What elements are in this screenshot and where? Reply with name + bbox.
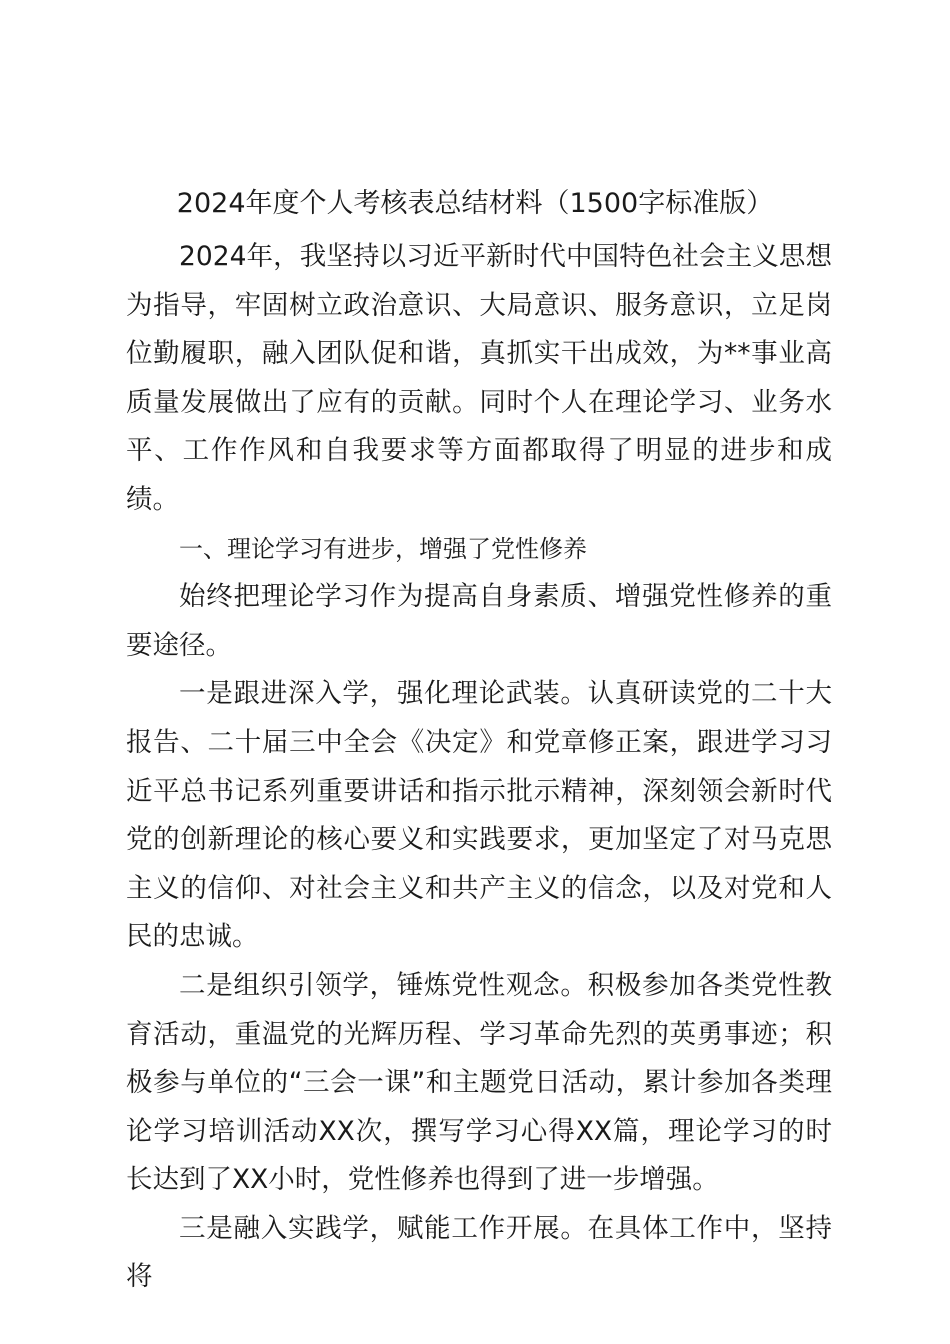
point-one-paragraph: 一是跟进深入学，强化理论武装。认真研读党的二十大报告、二十届三中全会《决定》和党章修正案，跟进学习习近平总书记系列重要讲话和指示批示精神，深刻领会新时代党的创新理论的核心要义和实践要求，更加坚定了对马克思主义的信仰、对社会主义和共产主义的信念，以及对党和人民的忠诚。 [126,678,832,953]
section-heading: 一、理论学习有进步，增强了党性修养 [179,534,587,563]
document-body [126,233,832,1302]
section-intro-paragraph: 始终把理论学习作为提高自身素质、增强党性修养的重要途径。 [126,581,832,661]
document-title: 2024年度个人考核表总结材料（1500字标准版） [176,188,774,219]
point-two-paragraph: 二是组织引领学，锤炼党性观念。积极参加各类党性教育活动，重温党的光辉历程、学习革命先烈的英勇事迹；积极参与单位的“三会一课”和主题党日活动，累计参加各类理论学习培训活动XX次，撰写学习心得XX篇，理论学习的时长达到了XX小时，党性修养也得到了进一步增强。 [126,969,832,1196]
point-three-paragraph: 三是融入实践学，赋能工作开展。在具体工作中，坚持将 [126,1212,832,1293]
intro-paragraph: 2024年，我坚持以习近平新时代中国特色社会主义思想为指导，牢固树立政治意识、大局意识、服务意识，立足岗位勤履职，融入团队促和谐，真抓实干出成效，为**事业高质量发展做出了应有的贡献。同时个人在理论学习、业务水平、工作作风和自我要求等方面都取得了明显的进步和成绩。 [126,241,832,515]
